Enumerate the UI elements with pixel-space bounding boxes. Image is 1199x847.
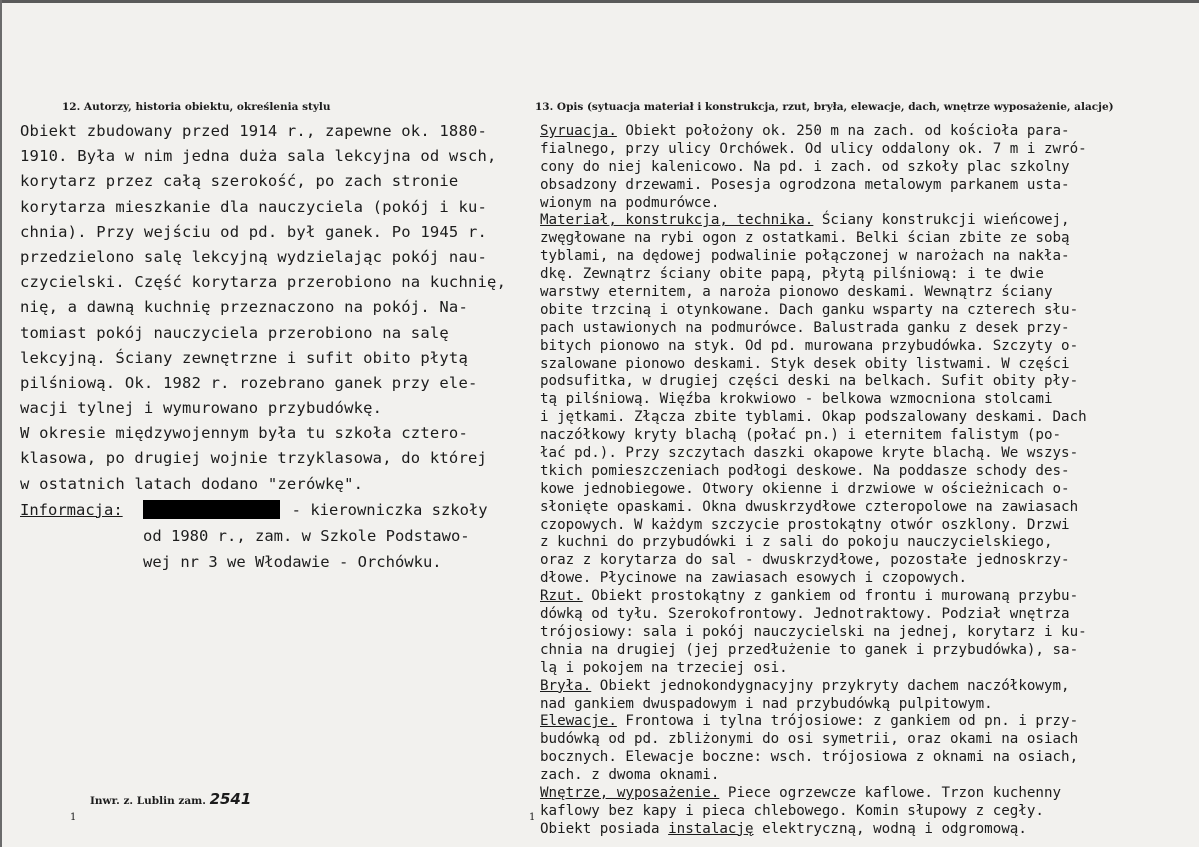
section-heading: instalację — [668, 820, 754, 837]
page-mark-left: 1 — [70, 812, 77, 823]
description-line — [540, 696, 1195, 714]
line-text: cony do niej kalenicowo. Na pd. i zach. od szkoły plac szkolny — [540, 158, 1070, 175]
line-text: budówką od pd. zbliżonymi do osi symetrii, oraz okami na osiach — [540, 731, 1079, 748]
line-text: trójosiowy: sala i pokój nauczycielski na jednej, korytarz i ku- — [540, 623, 1087, 640]
text-line: W okresie międzywojennym była tu szkoła cztero- — [20, 424, 468, 443]
line-text: chnia na drugiej (jej przedłużenie to ganek i przybudówka), sa- — [540, 641, 1079, 658]
line-text: Obiekt jednokondygnacyjny przykryty dachem naczółkowym, — [591, 677, 1070, 694]
info-row-3: wej nr 3 we Włodawie - Orchówku. — [143, 552, 442, 571]
line-text: i jętkami. Złącza zbite tyblami. Okap podszalowany deskami. Dach — [540, 409, 1087, 426]
line-text: dłowe. Płycinowe na zawiasach esowych i czopowych. — [540, 570, 968, 587]
left-border — [0, 0, 2, 847]
description-line — [540, 517, 1195, 535]
section-heading: Syruacja. — [540, 123, 617, 139]
info-label: Informacja: — [20, 500, 123, 519]
line-text: elektryczną, wodną i odgromową. — [753, 820, 1027, 837]
line-text: bitych pionowo na styk. Od pd. murowana przybudówka. Szczyty o- — [540, 337, 1079, 354]
description-line — [540, 552, 1195, 570]
description-line — [540, 570, 1195, 588]
line-text: Obiekt położony ok. 250 m na zach. od kościoła para- — [616, 123, 1070, 139]
line-text: Obiekt posiada — [540, 820, 669, 837]
text-line: wacji tylnej i wymurowano przybudówkę. — [20, 399, 383, 418]
line-text: obsadzony drzewami. Posesja ogrodzona metalowym parkanem usta- — [540, 176, 1070, 193]
description-line — [540, 624, 1195, 642]
page-mark-right: 1 — [529, 812, 536, 823]
line-text: Piece ogrzewcze kaflowe. Trzon kuchenny — [719, 784, 1062, 801]
line-text: słonięte opaskami. Okna dwuskrzydłowe czteropolowe na zawiasach — [540, 498, 1079, 515]
line-text: dówką od tyłu. Szerokofrontowy. Jednotraktowy. Podział wnętrza — [540, 606, 1070, 623]
text-line: Obiekt zbudowany przed 1914 r., zapewne ok. 1880- — [20, 122, 488, 140]
line-text: wionym na podmurówce. — [540, 194, 720, 211]
line-text: zach. z dwoma oknami. — [540, 767, 720, 784]
line-text: tyblami, na dędowej podwalinie połączonej w narożach na nakła- — [540, 248, 1070, 265]
line-text: oraz z korytarza do sal - dwuskrzydłowe, pozostałe jednoskrzy- — [540, 552, 1070, 569]
redacted-name — [143, 500, 280, 519]
description-line — [540, 248, 1195, 266]
description-line — [540, 785, 1195, 803]
top-border — [0, 0, 1199, 3]
line-text: pach ustawionych na podmurówce. Balustrada ganku z desek przy- — [540, 319, 1070, 336]
description-line — [540, 212, 1195, 230]
line-text: Obiekt prostokątny z gankiem od frontu i murowaną przybu- — [582, 588, 1079, 605]
line-text: tkich pomieszczeniach podłogi deskowe. Na poddasze schody des- — [540, 462, 1070, 479]
section-13-header: 13. Opis (sytuacja materiał i konstrukcja, rzut, bryła, elewacje, dach, wnętrze wyposażenie, alacje) — [535, 101, 1114, 113]
stamp-text: Inwr. z. Lublin zam. — [90, 795, 206, 807]
line-text: czopowych. W każdym szczycie prostokątny otwór oszklony. Drzwi — [540, 516, 1070, 533]
description-line — [540, 284, 1195, 302]
line-text: łać pd.). Przy szczytach daszki okapowe kryte blachą. We wszys- — [540, 445, 1079, 462]
line-text: lą i pokojem na trzeciej osi. — [540, 659, 788, 676]
description-line — [540, 177, 1195, 195]
line-text: bocznych. Elewacje boczne: wsch. trójosiowa z oknami na osiach, — [540, 749, 1079, 766]
description-line — [540, 266, 1195, 284]
description-line — [540, 731, 1195, 749]
text-line: czycielski. Część korytarza przerobiono na kuchnię, — [20, 273, 507, 292]
description-line — [540, 642, 1195, 660]
description-line — [540, 356, 1195, 374]
text-line: chnia). Przy wejściu od pd. był ganek. Po 1945 r. — [20, 222, 488, 241]
section-heading: Bryła. — [540, 677, 592, 694]
description-line — [540, 338, 1195, 356]
description-line — [540, 141, 1195, 159]
text-line: korytarza mieszkanie dla nauczyciela (pokój i ku- — [20, 197, 488, 216]
description-line — [540, 678, 1195, 696]
line-text: Frontowa i tylna trójosiowe: z gankiem od pn. i przy- — [616, 713, 1079, 730]
section-heading: Materiał, konstrukcja, technika. — [540, 212, 814, 229]
line-text: Ściany konstrukcji wieńcowej, — [813, 212, 1070, 229]
text-line: klasowa, po drugiej wojnie trzyklasowa, do której — [20, 449, 488, 468]
description-line — [540, 767, 1195, 785]
line-text: obite trzciną i otynkowane. Dach ganku wsparty na czterech słu- — [540, 301, 1079, 318]
text-line: przedzielono salę lekcyjną wydzielając pokój nau- — [20, 247, 488, 266]
line-text: naczółkowy kryty blachą (połać pn.) i eternitem falistym (po- — [540, 427, 1062, 444]
text-line: nię, a dawną kuchnię przeznaczono na pokój. Na- — [20, 298, 468, 317]
description-line — [540, 749, 1195, 767]
description-line — [540, 821, 1195, 839]
text-line: korytarz przez całą szerokość, po zach stronie — [20, 172, 459, 191]
line-text: warstwy eternitem, a naroża pionowo deskami. Wewnątrz ściany — [540, 284, 1053, 301]
description-line — [540, 427, 1195, 445]
line-text: kaflowy bez kapy i pieca chlebowego. Komin słupowy z cegły. — [540, 802, 1044, 819]
description-line — [540, 445, 1195, 463]
text-line: 1910. Była w nim jedna duża sala lekcyjna od wsch, — [20, 147, 497, 166]
section-heading: Wnętrze, wyposażenie. — [540, 784, 720, 801]
description-line — [540, 463, 1195, 481]
text-line: pilśniową. Ok. 1982 r. rozebrano ganek przy ele- — [20, 373, 478, 392]
info-row-2: od 1980 r., zam. w Szkole Podstawo- — [143, 526, 470, 545]
description-line — [540, 499, 1195, 517]
description-line — [540, 588, 1195, 606]
section-heading: Elewacje. — [540, 713, 617, 730]
info-row — [20, 497, 530, 523]
description-line — [540, 660, 1195, 678]
line-text: fialnego, przy ulicy Orchówek. Od ulicy oddalony ok. 7 m i zwró- — [540, 140, 1087, 157]
info-text-1: - kierowniczka szkoły — [291, 500, 488, 519]
description-line — [540, 230, 1195, 248]
description-line — [540, 195, 1195, 213]
line-text: dkę. Zewnątrz ściany obite papą, płytą pilśniową: i te dwie — [540, 266, 1044, 283]
description-line — [540, 606, 1195, 624]
description-line — [540, 123, 1195, 141]
line-text: nad gankiem dwuspadowym i nad przybudówką pulpitowym. — [540, 695, 993, 712]
description-line — [540, 391, 1195, 409]
line-text: szalowane pionowo deskami. Styk desek obity listwami. W części — [540, 355, 1070, 372]
description-line — [540, 320, 1195, 338]
line-text: podsufitka, w drugiej części deski na belkach. Sufit obity pły- — [540, 373, 1079, 390]
school-paragraph — [20, 421, 530, 497]
stamp-number: 2541 — [209, 790, 252, 808]
section-12-header: 12. Autorzy, historia obiektu, określenia stylu — [62, 101, 331, 113]
description-column — [540, 123, 1195, 839]
history-column — [20, 119, 530, 575]
description-line — [540, 481, 1195, 499]
line-text: zwęgłowane na rybi ogon z ostatkami. Belki ścian zbite ze sobą — [540, 230, 1070, 247]
description-line — [540, 713, 1195, 731]
text-line: tomiast pokój nauczyciela przerobiono na salę — [20, 323, 449, 342]
description-line — [540, 803, 1195, 821]
section-heading: Rzut. — [540, 588, 583, 605]
line-text: tą pilśniową. Więźba krokwiowo - belkowa wzmocniona stolcami — [540, 391, 1053, 408]
line-text: kowe jednobiegowe. Otwory okienne i drzwiowe w ościeżnicach o- — [540, 480, 1070, 497]
description-line — [540, 159, 1195, 177]
history-paragraph — [20, 119, 530, 421]
description-line — [540, 409, 1195, 427]
description-line — [540, 302, 1195, 320]
text-line: lekcyjną. Ściany zewnętrzne i sufit obito płytą — [20, 348, 468, 367]
text-line: w ostatnich latach dodano "zerówkę". — [20, 474, 364, 493]
description-line — [540, 373, 1195, 391]
description-line — [540, 534, 1195, 552]
inventory-stamp — [90, 790, 251, 808]
line-text: z kuchni do przybudówki i z sali do pokoju nauczycielskiego, — [540, 534, 1053, 551]
